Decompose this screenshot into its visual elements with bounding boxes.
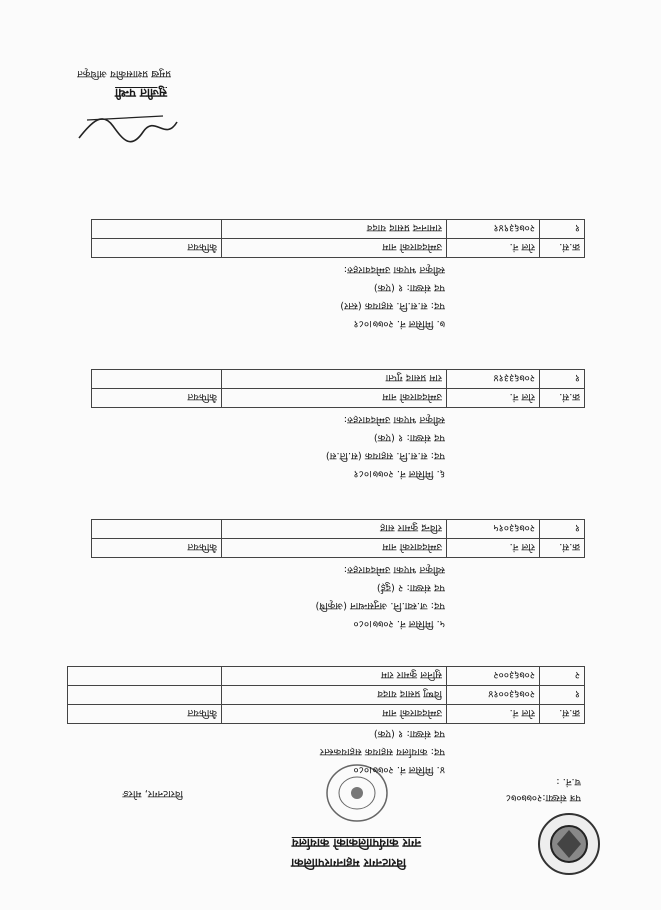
signatory-title: प्रमुख प्रशासकीय अधिकृत (77, 68, 171, 79)
cell-remarks (68, 686, 222, 705)
section-6-approved: स्वीकृत भएका उम्मेदवारहरु: (343, 414, 445, 425)
section-4-count: पद संख्या: १ (एक) (373, 728, 445, 739)
table-header-row (92, 539, 585, 558)
office-name: विराटनगर महानगरपालिका (291, 856, 406, 870)
dispatch-number: च.नं. : (556, 776, 581, 787)
cell-sn: १ (540, 686, 585, 705)
col-name: उम्मेदवारको नाम (222, 539, 447, 558)
col-remarks: कैफियत (68, 705, 222, 724)
col-remarks: कैफियत (92, 539, 222, 558)
section-4-title: ४. मिसिल नं. २०७७।०८० (353, 764, 445, 775)
section-5-table (91, 519, 585, 558)
cell-remarks (92, 520, 222, 539)
section-5-approved: स्वीकृत भएका उम्मेदवारहरु: (343, 564, 445, 575)
section-7-table (91, 219, 585, 258)
col-roll: रोल नं. (447, 389, 540, 408)
cell-name: रविन्द्र कुमार साह (222, 520, 447, 539)
cell-sn: १ (540, 220, 585, 239)
table-header-row (68, 705, 585, 724)
cell-name: रामानन्द प्रसाद यादव (222, 220, 447, 239)
office-subtitle: नगर कार्यपालिकाको कार्यालय (291, 836, 421, 850)
cell-roll: २०७६३३१४ (447, 370, 540, 389)
government-emblem (535, 810, 603, 878)
col-sn: क्र.सं. (540, 705, 585, 724)
col-remarks: कैफियत (92, 239, 222, 258)
section-5-count: पद संख्या: २ (दुई) (376, 582, 445, 593)
cell-roll: २०७६३९४१ (447, 220, 540, 239)
section-7-approved: स्वीकृत भएका उम्मेदवारहरु: (343, 264, 445, 275)
cell-name: विष्णु प्रसाद यादव (222, 686, 447, 705)
section-6-title: ६. मिसिल नं. २०७७।०८१ (353, 468, 445, 479)
table-row (68, 667, 585, 686)
table-header-row (92, 389, 585, 408)
section-6-count: पद संख्या: १ (एक) (373, 432, 445, 443)
col-name: उम्मेदवारको नाम (222, 389, 447, 408)
office-location: विराटनगर, मोरङ (122, 788, 183, 799)
section-5-title: ५. मिसिल नं. २०७७।०८० (353, 618, 445, 629)
section-5-post: पद: ज.स्वा.नि. अनुसन्धान (अकृषि) (315, 600, 445, 611)
col-roll: रोल नं. (447, 539, 540, 558)
section-7-title: ७. मिसिल नं. २०७७।०८१ (353, 318, 445, 329)
section-6-table (91, 369, 585, 408)
section-7-post: पद: स.स.नि. सहायक (स्तर) (340, 300, 445, 311)
section-7-count: पद संख्या: १ (एक) (373, 282, 445, 293)
handwritten-signature (73, 108, 183, 150)
section-4-post: पद: कार्यालय सहायक सहायकस्तर (319, 746, 445, 757)
col-sn: क्र.सं. (540, 239, 585, 258)
signatory-name: सुजीत पन्थी (115, 86, 167, 100)
col-sn: क्र.सं. (540, 389, 585, 408)
col-roll: रोल नं. (447, 239, 540, 258)
table-row (92, 370, 585, 389)
col-name: उम्मेदवारको नाम (222, 239, 447, 258)
cell-sn: १ (540, 520, 585, 539)
section-4-table (67, 666, 585, 724)
section-6-post: पद: स.स.नि. सहायक (स.ति.स) (325, 450, 445, 461)
col-roll: रोल नं. (447, 705, 540, 724)
col-sn: क्र.सं. (540, 539, 585, 558)
col-remarks: कैफियत (92, 389, 222, 408)
table-row (68, 686, 585, 705)
table-header-row (92, 239, 585, 258)
cell-roll: २०७६३००१४ (447, 686, 540, 705)
cell-roll: २०७६३००२ (447, 667, 540, 686)
cell-remarks (68, 667, 222, 686)
reference-number: पत्र संख्या:२०७७०७८ (505, 792, 581, 803)
cell-sn: २ (540, 667, 585, 686)
cell-roll: २०७६३०१५ (447, 520, 540, 539)
cell-name: राम प्रसाद गुप्ता (222, 370, 447, 389)
cell-remarks (92, 370, 222, 389)
col-name: उम्मेदवारको नाम (222, 705, 447, 724)
cell-name: सुनिल कुमार राम (222, 667, 447, 686)
table-row (92, 520, 585, 539)
cell-sn: १ (540, 370, 585, 389)
cell-remarks (92, 220, 222, 239)
table-row (92, 220, 585, 239)
